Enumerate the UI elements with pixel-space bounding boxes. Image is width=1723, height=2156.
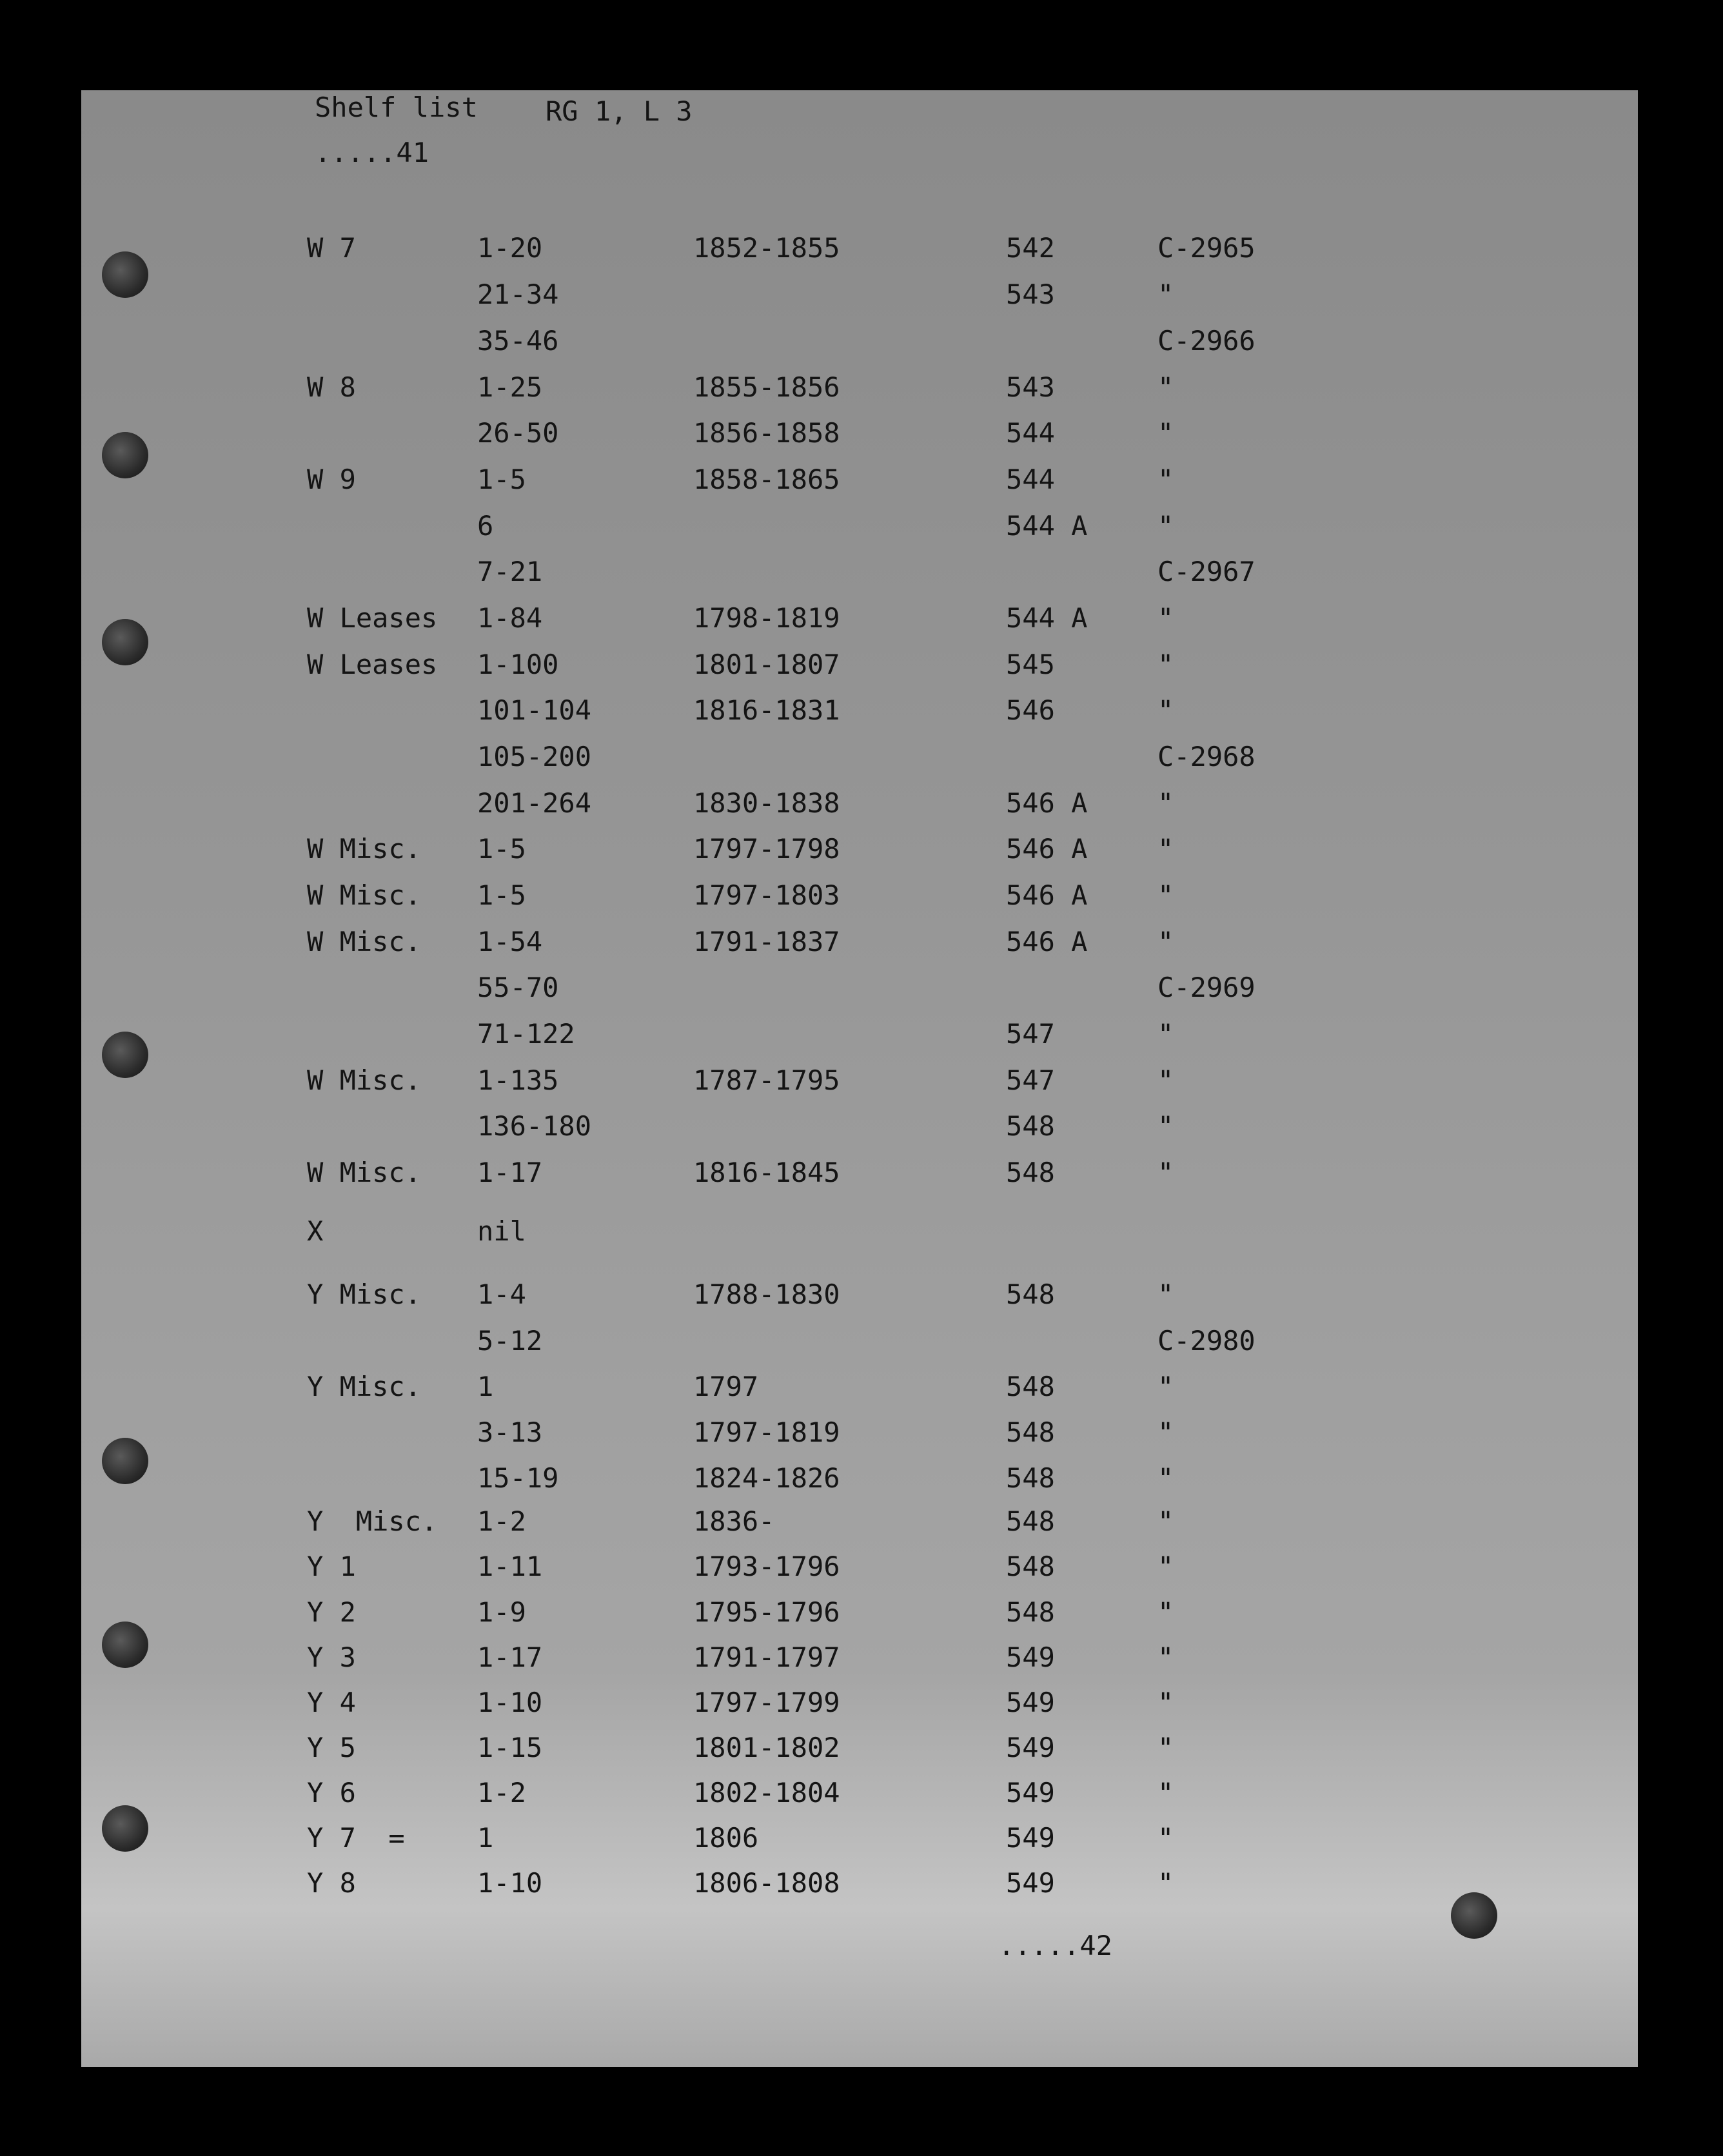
date-range: 1801-1807 bbox=[693, 649, 840, 680]
series-code: W 7 bbox=[307, 232, 356, 264]
series-code: X bbox=[307, 1215, 324, 1247]
table-row bbox=[0, 1064, 1723, 1099]
box-number: 549 bbox=[1006, 1777, 1055, 1808]
container-code: C-2966 bbox=[1157, 325, 1255, 357]
item-range: 55-70 bbox=[477, 972, 559, 1003]
series-code: W Leases bbox=[307, 649, 438, 680]
container-code: " bbox=[1157, 1687, 1174, 1718]
item-range: 1-5 bbox=[477, 879, 526, 911]
table-row bbox=[0, 1462, 1723, 1497]
item-range: 1-84 bbox=[477, 602, 543, 634]
container-code: C-2968 bbox=[1157, 741, 1255, 772]
date-range: 1824-1826 bbox=[693, 1462, 840, 1494]
series-code: Y 4 bbox=[307, 1687, 356, 1718]
box-number: 548 bbox=[1006, 1551, 1055, 1582]
item-range: 1 bbox=[477, 1822, 494, 1854]
container-code: " bbox=[1157, 279, 1174, 310]
table-row bbox=[0, 1644, 1723, 1676]
table-row bbox=[0, 281, 1723, 313]
series-code: W 8 bbox=[307, 371, 356, 403]
table-row bbox=[0, 232, 1723, 267]
date-range: 1791-1797 bbox=[693, 1642, 840, 1673]
item-range: 71-122 bbox=[477, 1018, 575, 1050]
container-code: " bbox=[1157, 1371, 1174, 1402]
box-number: 546 A bbox=[1006, 787, 1088, 819]
series-code: Y 1 bbox=[307, 1551, 356, 1582]
box-number: 544 A bbox=[1006, 602, 1088, 634]
item-range: 1 bbox=[477, 1371, 494, 1402]
box-number: 548 bbox=[1006, 1462, 1055, 1494]
container-code: " bbox=[1157, 694, 1174, 726]
series-code: Y 7 = bbox=[307, 1822, 405, 1854]
series-code: W Leases bbox=[307, 602, 438, 634]
table-row bbox=[0, 1596, 1723, 1631]
series-code: Y Misc. bbox=[307, 1279, 422, 1310]
table-row bbox=[0, 879, 1723, 914]
box-number: 546 A bbox=[1006, 833, 1088, 865]
date-range: 1858-1865 bbox=[693, 464, 840, 495]
date-range: 1793-1796 bbox=[693, 1551, 840, 1582]
container-code: C-2969 bbox=[1157, 972, 1255, 1003]
item-range: 136-180 bbox=[477, 1110, 592, 1142]
container-code: " bbox=[1157, 417, 1174, 449]
box-number: 549 bbox=[1006, 1642, 1055, 1673]
container-code: " bbox=[1157, 1867, 1174, 1899]
table-row bbox=[0, 325, 1723, 360]
date-range: 1836- bbox=[693, 1505, 775, 1537]
box-number: 546 A bbox=[1006, 926, 1088, 957]
table-row bbox=[0, 466, 1723, 498]
table-row bbox=[0, 510, 1723, 545]
container-code: " bbox=[1157, 926, 1174, 957]
item-range: 5-12 bbox=[477, 1325, 543, 1357]
table-row bbox=[0, 1779, 1723, 1812]
item-range: 201-264 bbox=[477, 787, 592, 819]
series-code: Y 5 bbox=[307, 1732, 356, 1763]
item-range: 1-100 bbox=[477, 649, 559, 680]
item-range: 1-2 bbox=[477, 1505, 526, 1537]
box-number: 548 bbox=[1006, 1505, 1055, 1537]
table-row bbox=[0, 974, 1723, 1006]
container-code: " bbox=[1157, 787, 1174, 819]
series-code: W 9 bbox=[307, 464, 356, 495]
box-number: 549 bbox=[1006, 1822, 1055, 1854]
date-range: 1852-1855 bbox=[693, 232, 840, 264]
table-row bbox=[0, 1373, 1723, 1406]
series-code: Y 8 bbox=[307, 1867, 356, 1899]
date-range: 1797-1819 bbox=[693, 1416, 840, 1448]
item-range: 1-17 bbox=[477, 1157, 543, 1188]
box-number: 544 bbox=[1006, 464, 1055, 495]
container-code: " bbox=[1157, 1018, 1174, 1050]
date-range: 1806-1808 bbox=[693, 1867, 840, 1899]
date-range: 1816-1845 bbox=[693, 1157, 840, 1188]
date-range: 1806 bbox=[693, 1822, 759, 1854]
date-range: 1801-1802 bbox=[693, 1732, 840, 1763]
date-range: 1802-1804 bbox=[693, 1777, 840, 1808]
container-code: " bbox=[1157, 1064, 1174, 1096]
box-number: 542 bbox=[1006, 232, 1055, 264]
box-number: 544 A bbox=[1006, 510, 1088, 542]
table-row bbox=[0, 1018, 1723, 1053]
item-range: 3-13 bbox=[477, 1416, 543, 1448]
date-range: 1787-1795 bbox=[693, 1064, 840, 1096]
table-row bbox=[0, 833, 1723, 868]
container-code: " bbox=[1157, 649, 1174, 680]
item-range: 1-5 bbox=[477, 464, 526, 495]
item-range: 1-25 bbox=[477, 371, 543, 403]
table-row bbox=[0, 1505, 1723, 1540]
item-range: 1-10 bbox=[477, 1687, 543, 1718]
item-range: 1-17 bbox=[477, 1642, 543, 1673]
table-row bbox=[0, 1416, 1723, 1451]
container-code: " bbox=[1157, 1157, 1174, 1188]
box-number: 547 bbox=[1006, 1064, 1055, 1096]
box-number: 548 bbox=[1006, 1371, 1055, 1402]
page-prev-marker: .....41 bbox=[315, 137, 429, 168]
series-code: Y 3 bbox=[307, 1642, 356, 1673]
item-range: 1-2 bbox=[477, 1777, 526, 1808]
container-code: " bbox=[1157, 833, 1174, 865]
box-number: 548 bbox=[1006, 1157, 1055, 1188]
container-code: " bbox=[1157, 1505, 1174, 1537]
table-row bbox=[0, 558, 1723, 591]
box-number: 549 bbox=[1006, 1867, 1055, 1899]
series-code: Y Misc. bbox=[307, 1505, 438, 1537]
date-range: 1798-1819 bbox=[693, 602, 840, 634]
container-code: " bbox=[1157, 1416, 1174, 1448]
item-range: 1-10 bbox=[477, 1867, 543, 1899]
container-code: " bbox=[1157, 602, 1174, 634]
container-code: " bbox=[1157, 1596, 1174, 1628]
date-range: 1816-1831 bbox=[693, 694, 840, 726]
item-range: 6 bbox=[477, 510, 494, 542]
box-number: 543 bbox=[1006, 279, 1055, 310]
item-range: nil bbox=[477, 1215, 526, 1247]
item-range: 1-5 bbox=[477, 833, 526, 865]
container-code: " bbox=[1157, 879, 1174, 911]
date-range: 1797-1798 bbox=[693, 833, 840, 865]
table-row bbox=[0, 1215, 1723, 1250]
table-row bbox=[0, 1867, 1723, 1902]
container-code: " bbox=[1157, 1822, 1174, 1854]
date-range: 1855-1856 bbox=[693, 371, 840, 403]
item-range: 21-34 bbox=[477, 279, 559, 310]
container-code: " bbox=[1157, 371, 1174, 403]
box-number: 543 bbox=[1006, 371, 1055, 403]
date-range: 1797 bbox=[693, 1371, 759, 1402]
table-row bbox=[0, 743, 1723, 776]
box-number: 546 bbox=[1006, 694, 1055, 726]
container-code: C-2965 bbox=[1157, 232, 1255, 264]
container-code: " bbox=[1157, 1732, 1174, 1763]
box-number: 544 bbox=[1006, 417, 1055, 449]
series-code: Y 2 bbox=[307, 1596, 356, 1628]
item-range: 1-15 bbox=[477, 1732, 543, 1763]
item-range: 1-54 bbox=[477, 926, 543, 957]
table-row bbox=[0, 1110, 1723, 1145]
box-number: 548 bbox=[1006, 1596, 1055, 1628]
container-code: " bbox=[1157, 1551, 1174, 1582]
item-range: 35-46 bbox=[477, 325, 559, 357]
item-range: 7-21 bbox=[477, 556, 543, 587]
table-row bbox=[0, 928, 1723, 961]
date-range: 1797-1803 bbox=[693, 879, 840, 911]
series-code: W Misc. bbox=[307, 1157, 422, 1188]
item-range: 15-19 bbox=[477, 1462, 559, 1494]
date-range: 1856-1858 bbox=[693, 417, 840, 449]
date-range: 1791-1837 bbox=[693, 926, 840, 957]
item-range: 101-104 bbox=[477, 694, 592, 726]
container-code: " bbox=[1157, 1777, 1174, 1808]
table-row bbox=[0, 1734, 1723, 1767]
table-row bbox=[0, 1159, 1723, 1191]
table-row bbox=[0, 417, 1723, 452]
series-code: W Misc. bbox=[307, 1064, 422, 1096]
container-code: " bbox=[1157, 510, 1174, 542]
table-row bbox=[0, 1325, 1723, 1360]
container-code: " bbox=[1157, 1279, 1174, 1310]
date-range: 1795-1796 bbox=[693, 1596, 840, 1628]
table-row bbox=[0, 1689, 1723, 1721]
box-number: 548 bbox=[1006, 1416, 1055, 1448]
container-code: " bbox=[1157, 1642, 1174, 1673]
date-range: 1830-1838 bbox=[693, 787, 840, 819]
series-code: Y Misc. bbox=[307, 1371, 422, 1402]
container-code: C-2980 bbox=[1157, 1325, 1255, 1357]
item-range: 1-4 bbox=[477, 1279, 526, 1310]
table-row bbox=[0, 787, 1723, 822]
table-row bbox=[0, 1553, 1723, 1585]
header-title: Shelf list bbox=[315, 92, 478, 123]
item-range: 1-11 bbox=[477, 1551, 543, 1582]
page-next-marker: .....42 bbox=[998, 1930, 1113, 1961]
item-range: 1-135 bbox=[477, 1064, 559, 1096]
series-code: W Misc. bbox=[307, 833, 422, 865]
item-range: 1-9 bbox=[477, 1596, 526, 1628]
table-row bbox=[0, 694, 1723, 729]
container-code: " bbox=[1157, 1462, 1174, 1494]
box-number: 549 bbox=[1006, 1687, 1055, 1718]
container-code: " bbox=[1157, 1110, 1174, 1142]
box-number: 548 bbox=[1006, 1279, 1055, 1310]
item-range: 1-20 bbox=[477, 232, 543, 264]
table-row bbox=[0, 602, 1723, 637]
date-range: 1788-1830 bbox=[693, 1279, 840, 1310]
container-code: C-2967 bbox=[1157, 556, 1255, 587]
box-number: 545 bbox=[1006, 649, 1055, 680]
table-row bbox=[0, 651, 1723, 683]
date-range: 1797-1799 bbox=[693, 1687, 840, 1718]
series-code: Y 6 bbox=[307, 1777, 356, 1808]
header-reference: RG 1, L 3 bbox=[546, 95, 693, 127]
box-number: 546 A bbox=[1006, 879, 1088, 911]
table-row bbox=[0, 1281, 1723, 1313]
box-number: 549 bbox=[1006, 1732, 1055, 1763]
container-code: " bbox=[1157, 464, 1174, 495]
table-row bbox=[0, 371, 1723, 406]
table-row bbox=[0, 1822, 1723, 1857]
series-code: W Misc. bbox=[307, 879, 422, 911]
box-number: 548 bbox=[1006, 1110, 1055, 1142]
item-range: 105-200 bbox=[477, 741, 592, 772]
box-number: 547 bbox=[1006, 1018, 1055, 1050]
item-range: 26-50 bbox=[477, 417, 559, 449]
series-code: W Misc. bbox=[307, 926, 422, 957]
